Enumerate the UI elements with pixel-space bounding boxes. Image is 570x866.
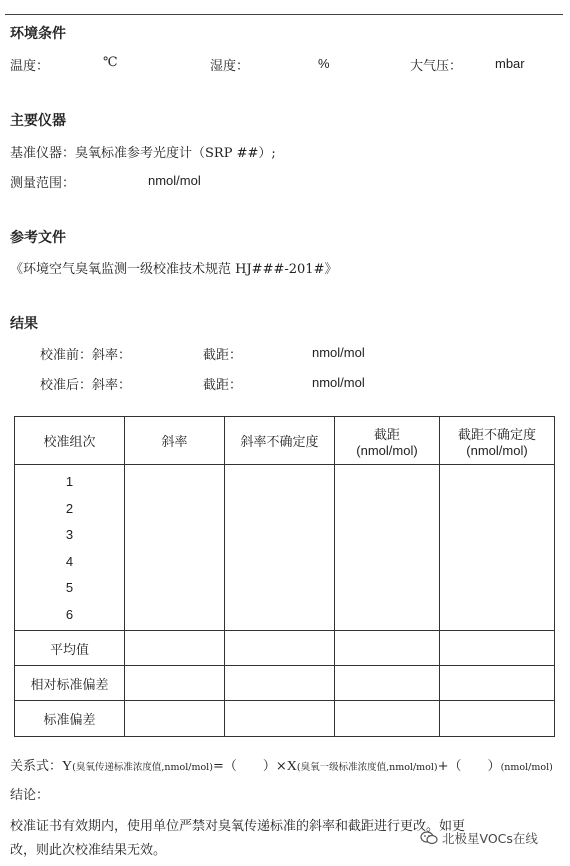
range-unit: nmol/mol <box>148 173 201 188</box>
formula-x: X <box>286 759 297 774</box>
table-header-row <box>15 417 555 465</box>
humidity-unit: % <box>318 56 330 71</box>
after-intercept-label: 截距： <box>203 378 243 393</box>
conclusion-line-2: 改，则此次校准结果无效。 <box>10 843 167 858</box>
humidity-label: 湿度： <box>210 59 250 74</box>
table-row <box>15 666 555 701</box>
table-row <box>15 701 555 737</box>
formula-x-desc: (臭氧一级标准浓度值,nmol/mol) <box>296 762 438 773</box>
header-intercept-uncertainty-label: 截距不确定度 <box>457 427 536 443</box>
group-number: 5 <box>65 580 74 595</box>
instruments-heading: 主要仪器 <box>10 113 66 129</box>
reference-instrument: 基准仪器：臭氧标准参考光度计（SRP ##）; <box>10 146 276 161</box>
reference-doc: 《环境空气臭氧监测一级校准技术规范 HJ###-201#》 <box>10 262 338 277</box>
slope-uncertainty-cell[interactable] <box>225 465 335 631</box>
group-number: 3 <box>65 527 74 542</box>
row-label-average: 平均值 <box>15 631 125 666</box>
table-row <box>15 631 555 666</box>
header-slope-uncertainty: 斜率不确定度 <box>225 417 335 465</box>
wechat-icon <box>420 831 438 845</box>
header-slope: 斜率 <box>125 417 225 465</box>
results-heading: 结果 <box>10 316 38 332</box>
formula-plus: +（ ） <box>437 759 501 774</box>
header-group: 校准组次 <box>15 417 125 465</box>
group-list <box>15 467 124 628</box>
average-slope-uncertainty-cell[interactable] <box>225 631 335 666</box>
std-intercept-cell[interactable] <box>335 701 440 737</box>
formula-prefix: 关系式： <box>10 759 63 774</box>
top-rule <box>5 14 563 15</box>
formula-unit: (nmol/mol) <box>500 762 553 773</box>
average-intercept-cell[interactable] <box>335 631 440 666</box>
header-intercept <box>335 417 440 465</box>
group-number: 1 <box>65 474 74 489</box>
watermark <box>420 829 538 847</box>
header-intercept-label: 截距 <box>373 427 400 443</box>
table-row <box>15 465 555 631</box>
before-intercept-label: 截距： <box>203 348 243 363</box>
average-slope-cell[interactable] <box>125 631 225 666</box>
header-intercept-uncertainty <box>440 417 555 465</box>
relation-formula <box>10 755 553 775</box>
std-slope-uncertainty-cell[interactable] <box>225 701 335 737</box>
reference-docs-heading: 参考文件 <box>10 230 66 246</box>
temp-label: 温度： <box>10 59 50 74</box>
group-number: 6 <box>65 606 74 622</box>
calibration-table <box>14 416 555 737</box>
group-cell <box>15 465 125 631</box>
std-intercept-uncertainty-cell[interactable] <box>440 701 555 737</box>
rsd-slope-uncertainty-cell[interactable] <box>225 666 335 701</box>
average-intercept-uncertainty-cell[interactable] <box>440 631 555 666</box>
env-heading: 环境条件 <box>10 26 66 42</box>
intercept-uncertainty-cell[interactable] <box>440 465 555 631</box>
group-number: 2 <box>65 500 74 516</box>
temp-unit: ℃ <box>103 55 118 70</box>
after-intercept-unit: nmol/mol <box>312 375 365 390</box>
before-intercept-unit: nmol/mol <box>312 345 365 360</box>
header-intercept-unit: (nmol/mol) <box>356 442 418 458</box>
pressure-unit: mbar <box>495 56 525 71</box>
formula-y-desc: (臭氧传递标准浓度值,nmol/mol) <box>72 762 213 773</box>
row-label-std: 标准偏差 <box>15 701 125 737</box>
conclusion-label: 结论： <box>10 788 50 803</box>
conclusion-line-1: 校准证书有效期内，使用单位严禁对臭氧传递标准的斜率和截距进行更改。如更 <box>10 819 466 834</box>
formula-y: Y <box>62 759 73 774</box>
group-number: 4 <box>65 553 74 569</box>
pressure-label: 大气压： <box>410 59 463 74</box>
rsd-slope-cell[interactable] <box>125 666 225 701</box>
watermark-text: 北极星VOCs在线 <box>442 831 538 846</box>
intercept-cell[interactable] <box>335 465 440 631</box>
std-slope-cell[interactable] <box>125 701 225 737</box>
before-slope-label: 校准前：斜率： <box>40 348 132 363</box>
header-intercept-uncertainty-unit: (nmol/mol) <box>466 442 528 458</box>
rsd-intercept-cell[interactable] <box>335 666 440 701</box>
row-label-rsd: 相对标准偏差 <box>15 666 125 701</box>
formula-eq: =（ ）× <box>212 759 287 774</box>
range-label: 测量范围： <box>10 176 76 191</box>
after-slope-label: 校准后：斜率： <box>40 378 132 393</box>
rsd-intercept-uncertainty-cell[interactable] <box>440 666 555 701</box>
slope-cell[interactable] <box>125 465 225 631</box>
